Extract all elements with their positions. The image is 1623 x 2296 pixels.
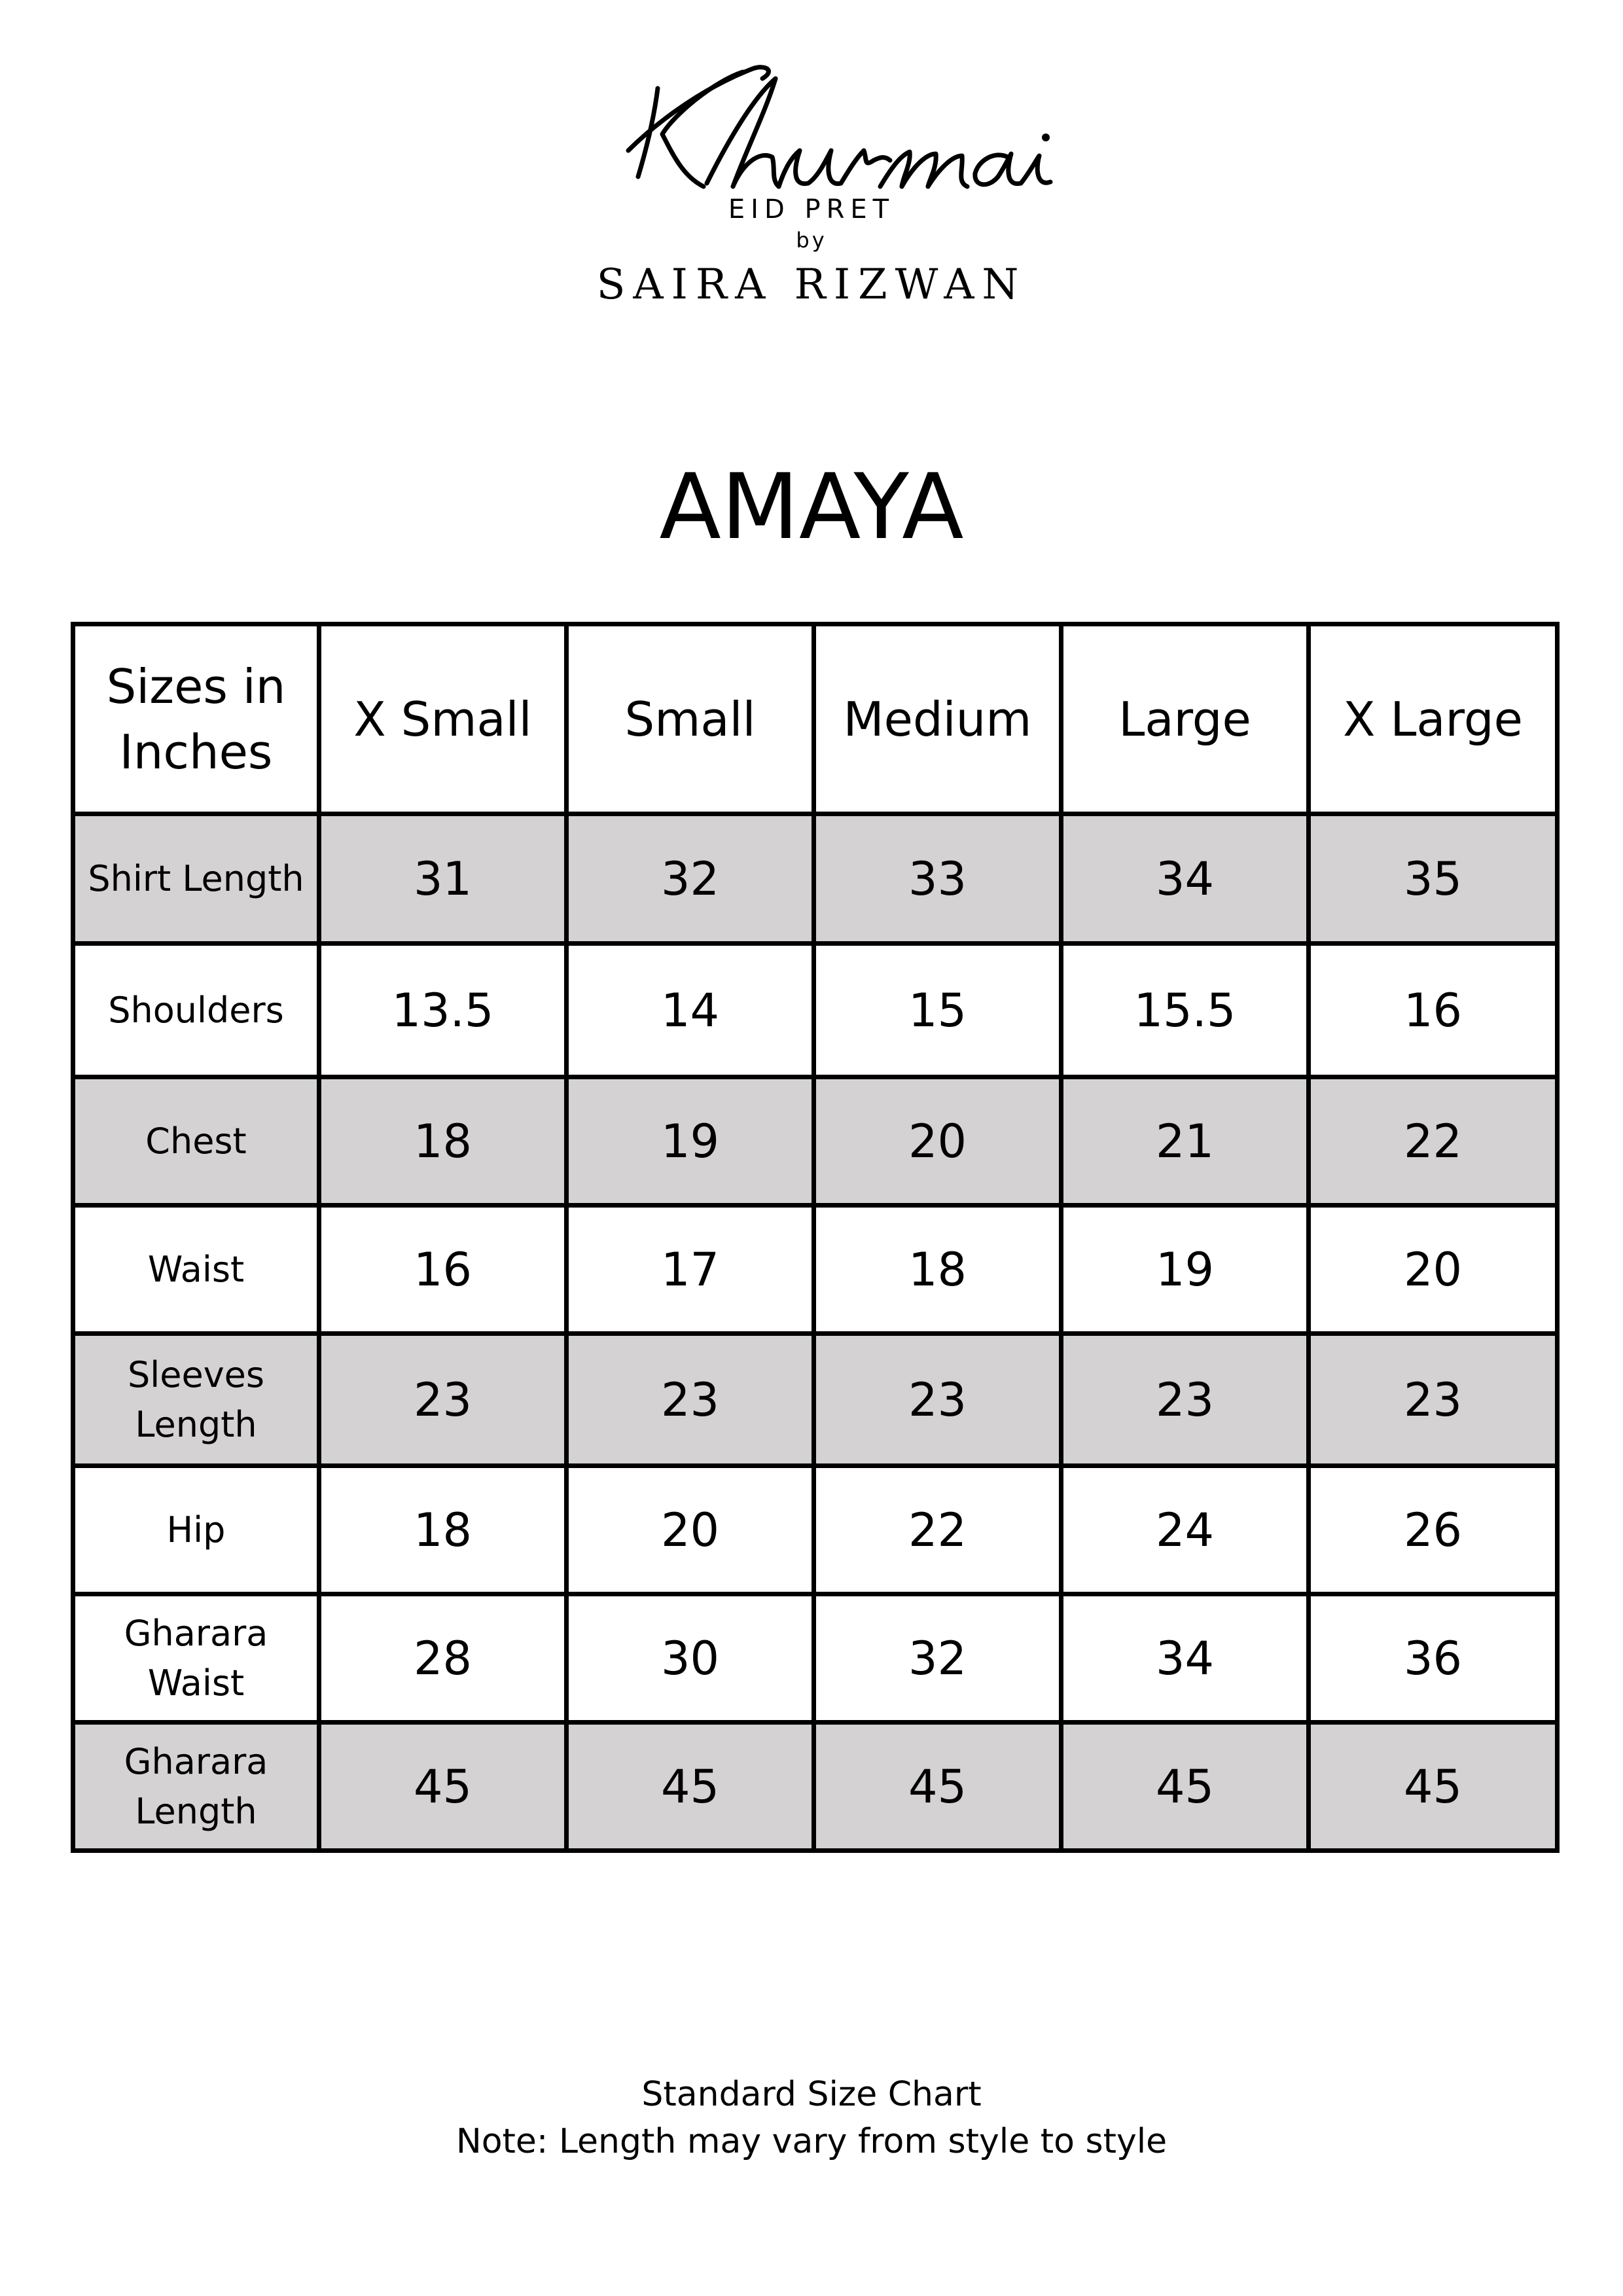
table-cell: 16 [319, 1206, 567, 1334]
table-cell: 18 [319, 1077, 567, 1206]
row-label: Shirt Length [73, 814, 319, 944]
table-row [73, 1334, 1558, 1466]
table-cell: 17 [567, 1206, 814, 1334]
row-label: Gharara Waist [73, 1594, 319, 1723]
table-cell: 36 [1309, 1594, 1558, 1723]
table-row [73, 1594, 1558, 1723]
logo-subtitle: EID PRET [728, 194, 895, 224]
table-cell: 23 [814, 1334, 1061, 1466]
table-cell: 33 [814, 814, 1061, 944]
table-cell: 34 [1061, 814, 1309, 944]
table-cell: 23 [1309, 1334, 1558, 1466]
column-header: Medium [814, 624, 1061, 814]
table-cell: 26 [1309, 1466, 1558, 1594]
table-cell: 15 [814, 944, 1061, 1077]
footer-note: Note: Length may vary from style to style [455, 2122, 1168, 2161]
logo-brand-name: SAIRA RIZWAN [596, 260, 1027, 309]
table-cell: 22 [814, 1466, 1061, 1594]
table-cell: 20 [567, 1466, 814, 1594]
table-cell: 15.5 [1061, 944, 1309, 1077]
table-row [73, 1206, 1558, 1334]
table-cell: 20 [1309, 1206, 1558, 1334]
logo-by-line: by [796, 228, 827, 253]
column-header: X Small [319, 624, 567, 814]
table-cell: 30 [567, 1594, 814, 1723]
row-label: Hip [73, 1466, 319, 1594]
table-row [73, 1466, 1558, 1594]
table-cell: 23 [319, 1334, 567, 1466]
table-cell: 45 [567, 1723, 814, 1851]
table-cell: 14 [567, 944, 814, 1077]
column-header: Large [1061, 624, 1309, 814]
table-cell: 13.5 [319, 944, 567, 1077]
table-cell: 45 [814, 1723, 1061, 1851]
table-cell: 32 [814, 1594, 1061, 1723]
row-label: Waist [73, 1206, 319, 1334]
row-label: Gharara Length [73, 1723, 319, 1851]
table-cell: 23 [1061, 1334, 1309, 1466]
table-cell: 18 [319, 1466, 567, 1594]
table-cell: 21 [1061, 1077, 1309, 1206]
table-cell: 23 [567, 1334, 814, 1466]
table-cell: 45 [319, 1723, 567, 1851]
khurmai-script-logo [0, 52, 1623, 216]
footer-caption: Standard Size Chart [641, 2075, 982, 2114]
table-cell: 31 [319, 814, 567, 944]
table-cell: 45 [1061, 1723, 1309, 1851]
brand-logo [0, 52, 1623, 327]
table-cell: 22 [1309, 1077, 1558, 1206]
table-cell: 45 [1309, 1723, 1558, 1851]
table-cell: 18 [814, 1206, 1061, 1334]
table-row [73, 1723, 1558, 1851]
table-header-row [73, 624, 1558, 814]
table-cell: 34 [1061, 1594, 1309, 1723]
column-header: X Large [1309, 624, 1558, 814]
table-cell: 16 [1309, 944, 1558, 1077]
table-row [73, 814, 1558, 944]
table-cell: 24 [1061, 1466, 1309, 1594]
row-label: Shoulders [73, 944, 319, 1077]
table-row [73, 944, 1558, 1077]
table-cell: 35 [1309, 814, 1558, 944]
table-cell: 19 [1061, 1206, 1309, 1334]
row-label: Sleeves Length [73, 1334, 319, 1466]
column-header: Small [567, 624, 814, 814]
size-chart-table [71, 622, 1560, 1853]
row-label: Chest [73, 1077, 319, 1206]
table-cell: 19 [567, 1077, 814, 1206]
table-cell: 32 [567, 814, 814, 944]
table-cell: 20 [814, 1077, 1061, 1206]
table-cell: 28 [319, 1594, 567, 1723]
table-corner-header: Sizes in Inches [73, 624, 319, 814]
table-row [73, 1077, 1558, 1206]
page-title: AMAYA [659, 454, 964, 560]
